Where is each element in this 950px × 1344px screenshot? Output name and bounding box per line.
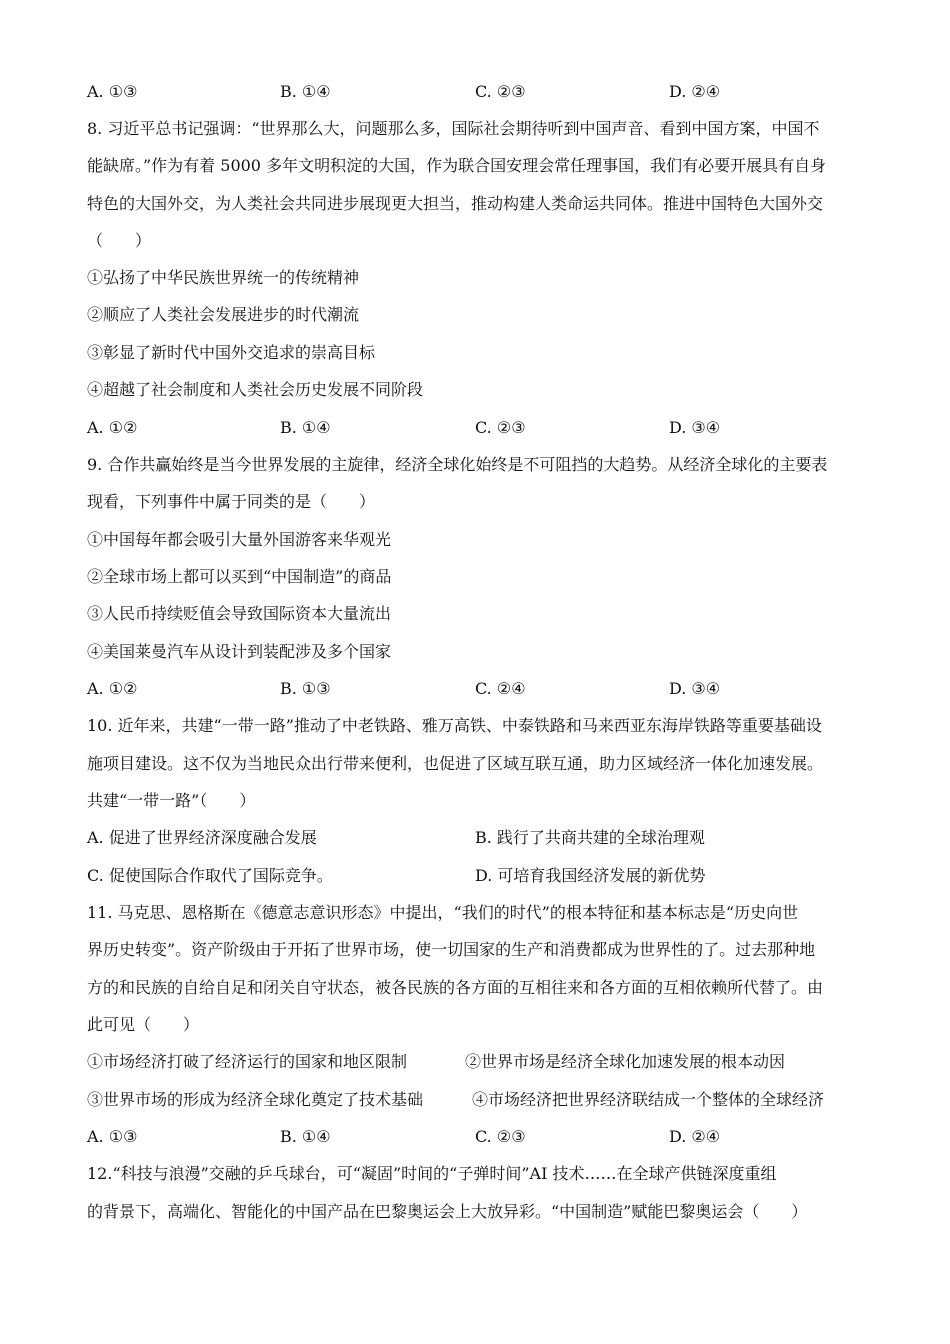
q8-stem-line-2: 能缺席。”作为有着 5000 多年文明积淀的大国，作为联合国安理会常任理事国，我们有必要开展具有自身 — [87, 156, 827, 175]
q10-options-row-2 — [87, 865, 867, 887]
q11-stem-line-1: 11. 马克思、恩格斯在《德意志意识形态》中提出，“我们的时代”的根本特征和基本标志是“历史向世 — [87, 903, 799, 922]
q10-options-row-1 — [87, 827, 867, 849]
q8-item-3: ③彰显了新时代中国外交追求的崇高目标 — [87, 343, 376, 362]
q11-stem-line-2: 界历史转变”。资产阶级由于开拓了世界市场，使一切国家的生产和消费都成为世界性的了。过去那种地 — [87, 940, 816, 959]
q11-items-row-1 — [87, 1051, 867, 1073]
q10-stem-line-3: 共建“一带一路”（ ） — [87, 791, 256, 810]
q9-option-a[interactable]: A. ①② — [87, 679, 138, 698]
q10-stem-line-2: 施项目建设。这不仅为当地民众出行带来便利，也促进了区域互联互通，助力区域经济一体化加速发展。 — [87, 754, 824, 773]
q7-option-d[interactable]: D. ②④ — [669, 82, 721, 101]
q11-option-c[interactable]: C. ②③ — [475, 1127, 526, 1146]
q8-option-d[interactable]: D. ③④ — [669, 418, 721, 437]
q10-option-c[interactable]: C. 促使国际合作取代了国际竞争。 — [87, 866, 333, 885]
q9-item-3: ③人民币持续贬值会导致国际资本大量流出 — [87, 604, 392, 623]
q7-options — [87, 81, 867, 103]
q12-stem-line-2: 的背景下，高端化、智能化的中国产品在巴黎奥运会上大放异彩。“中国制造”赋能巴黎奥运会（ ） — [87, 1202, 808, 1221]
q8-option-b[interactable]: B. ①④ — [280, 418, 331, 437]
q11-options — [87, 1126, 867, 1148]
q9-stem-line-1: 9. 合作共赢始终是当今世界发展的主旋律，经济全球化始终是不可阻挡的大趋势。从经济全球化的主要表 — [87, 455, 828, 474]
q9-option-c[interactable]: C. ②④ — [475, 679, 526, 698]
q9-option-d[interactable]: D. ③④ — [669, 679, 721, 698]
q8-stem-line-1: 8. 习近平总书记强调：“世界那么大，问题那么多，国际社会期待听到中国声音、看到中国方案，中国不 — [87, 119, 820, 138]
q8-option-a[interactable]: A. ①② — [87, 418, 138, 437]
q8-stem-line-3: 特色的大国外交，为人类社会共同进步展现更大担当，推动构建人类命运共同体。推进中国特色大国外交 — [87, 194, 824, 213]
q8-option-c[interactable]: C. ②③ — [475, 418, 526, 437]
q11-item-4: ④市场经济把世界经济联结成一个整体的全球经济 — [472, 1090, 825, 1109]
q7-option-c[interactable]: C. ②③ — [475, 82, 526, 101]
q9-item-2: ②全球市场上都可以买到“中国制造”的商品 — [87, 567, 392, 586]
q9-stem-line-2: 现看，下列事件中属于同类的是（ ） — [87, 492, 376, 511]
q8-item-1: ①弘扬了中华民族世界统一的传统精神 — [87, 268, 360, 287]
q8-item-4: ④超越了社会制度和人类社会历史发展不同阶段 — [87, 380, 424, 399]
q7-option-b[interactable]: B. ①④ — [280, 82, 331, 101]
q11-item-2: ②世界市场是经济全球化加速发展的根本动因 — [465, 1052, 786, 1071]
q9-option-b[interactable]: B. ①③ — [280, 679, 331, 698]
q11-item-1: ①市场经济打破了经济运行的国家和地区限制 — [87, 1052, 408, 1071]
q8-item-2: ②顺应了人类社会发展进步的时代潮流 — [87, 305, 360, 324]
q11-option-b[interactable]: B. ①④ — [280, 1127, 331, 1146]
q9-item-1: ①中国每年都会吸引大量外国游客来华观光 — [87, 530, 392, 549]
q8-answer-blank: （ ） — [87, 231, 152, 250]
q11-item-3: ③世界市场的形成为经济全球化奠定了技术基础 — [87, 1090, 424, 1109]
q7-option-a[interactable]: A. ①③ — [87, 82, 138, 101]
q9-options — [87, 678, 867, 700]
q11-items-row-2 — [87, 1089, 867, 1111]
q11-stem-line-3: 方的和民族的自给自足和闭关自守状态，被各民族的各方面的互相往来和各方面的互相依赖所代替了。由 — [87, 978, 824, 997]
q10-stem-line-1: 10. 近年来，共建“一带一路”推动了中老铁路、雅万高铁、中泰铁路和马来西亚东海岸铁路等重要基础设 — [87, 716, 822, 735]
q8-options — [87, 417, 867, 439]
q10-option-d[interactable]: D. 可培育我国经济发展的新优势 — [475, 866, 706, 885]
q12-stem-line-1: 12.“科技与浪漫”交融的乒乓球台，可“凝固”时间的“子弹时间”AI 技术……在全球产供链深度重组 — [87, 1164, 777, 1183]
q9-item-4: ④美国莱曼汽车从设计到装配涉及多个国家 — [87, 642, 392, 661]
q11-stem-line-4: 此可见（ ） — [87, 1015, 200, 1034]
q11-option-d[interactable]: D. ②④ — [669, 1127, 721, 1146]
q10-option-b[interactable]: B. 践行了共商共建的全球治理观 — [475, 828, 705, 847]
q11-option-a[interactable]: A. ①③ — [87, 1127, 138, 1146]
q10-option-a[interactable]: A. 促进了世界经济深度融合发展 — [87, 828, 317, 847]
